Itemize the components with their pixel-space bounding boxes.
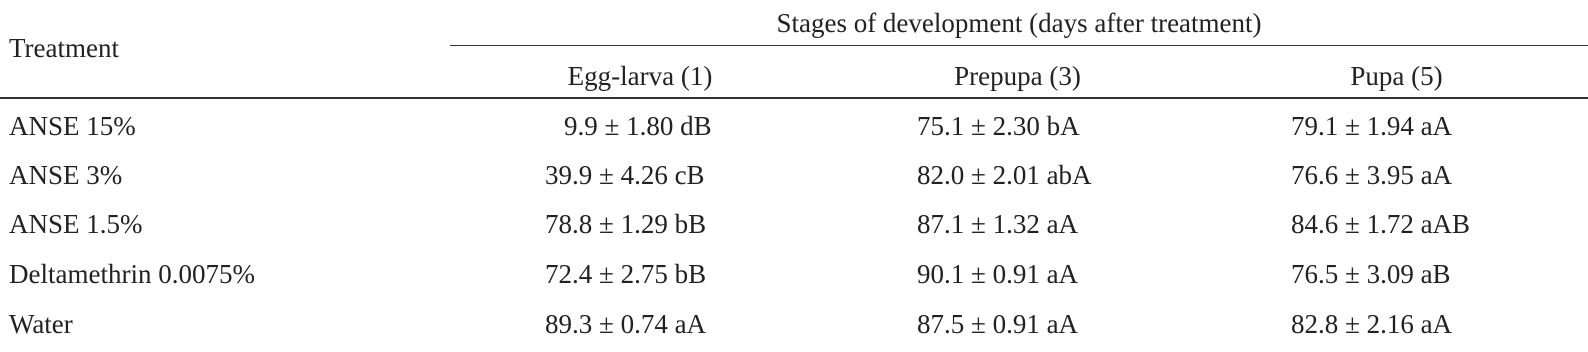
row-value-egg-larva: 72.4 ± 2.75 bB	[545, 259, 707, 289]
row-value-egg-larva: 9.9 ± 1.80 dB	[564, 111, 712, 141]
row-value-pupa: 79.1 ± 1.94 aA	[1291, 111, 1453, 141]
row-value-prepupa: 90.1 ± 0.91 aA	[917, 259, 1079, 289]
row-value-egg-larva: 78.8 ± 1.29 bB	[545, 209, 707, 239]
column-header-prepupa: Prepupa (3)	[954, 61, 1081, 91]
row-treatment: ANSE 1.5%	[9, 209, 143, 239]
row-value-pupa: 82.8 ± 2.16 aA	[1291, 309, 1453, 339]
row-value-pupa: 76.6 ± 3.95 aA	[1291, 160, 1453, 190]
stages-group-header: Stages of development (days after treatment)	[776, 8, 1262, 38]
treatment-column-header: Treatment	[9, 33, 119, 63]
row-treatment: Deltamethrin 0.0075%	[9, 259, 255, 289]
row-value-prepupa: 82.0 ± 2.01 abA	[917, 160, 1092, 190]
row-value-egg-larva: 89.3 ± 0.74 aA	[545, 309, 707, 339]
column-header-egg-larva: Egg-larva (1)	[567, 61, 713, 91]
row-treatment: ANSE 3%	[9, 160, 123, 190]
row-value-prepupa: 75.1 ± 2.30 bA	[917, 111, 1080, 141]
row-value-prepupa: 87.5 ± 0.91 aA	[917, 309, 1079, 339]
row-value-pupa: 84.6 ± 1.72 aAB	[1291, 209, 1471, 239]
row-value-prepupa: 87.1 ± 1.32 aA	[917, 209, 1079, 239]
row-treatment: Water	[9, 309, 73, 339]
row-value-egg-larva: 39.9 ± 4.26 cB	[545, 160, 705, 190]
row-treatment: ANSE 15%	[9, 111, 136, 141]
group-header-rule	[450, 45, 1588, 46]
row-value-pupa: 76.5 ± 3.09 aB	[1291, 259, 1451, 289]
column-header-pupa: Pupa (5)	[1350, 61, 1443, 91]
header-bottom-rule	[0, 97, 1588, 99]
